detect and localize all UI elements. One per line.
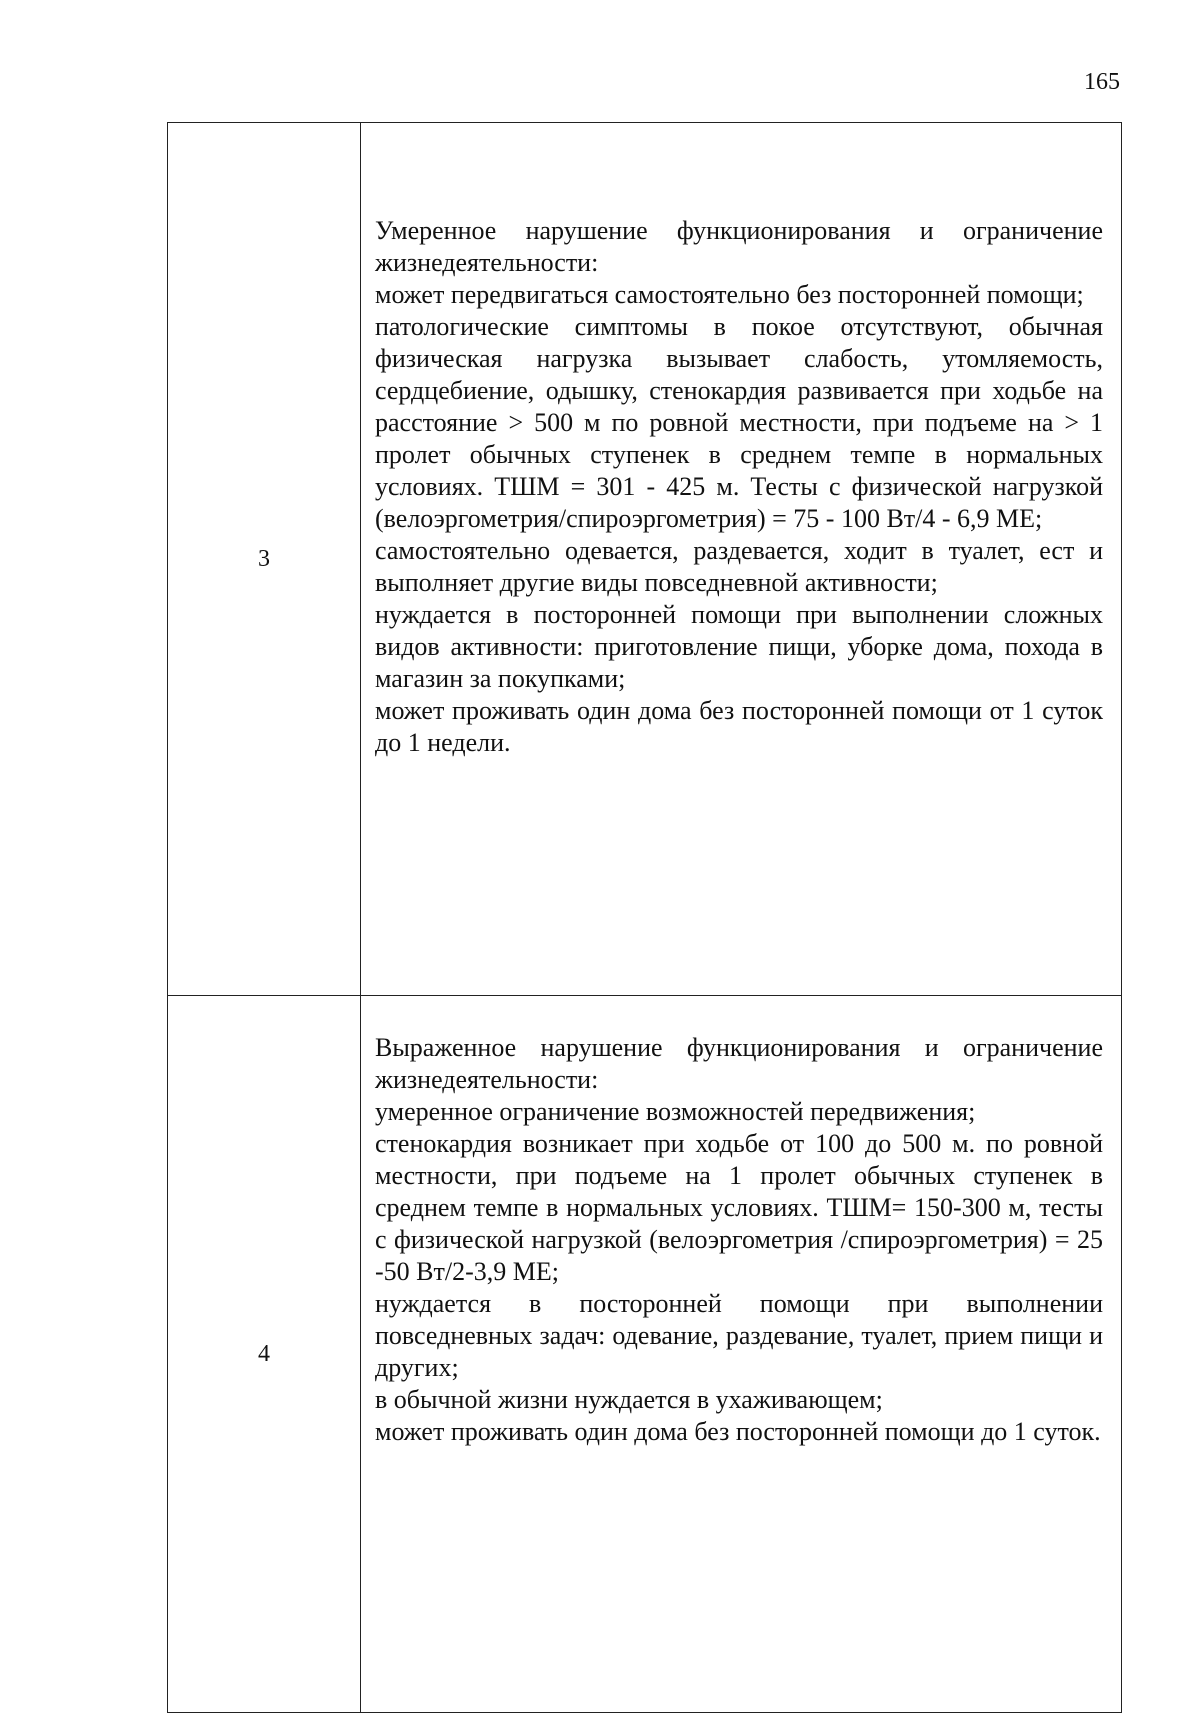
description-paragraph: может проживать один дома без посторонней помощи до 1 суток. [375,1417,1101,1446]
description-paragraph: стенокардия возникает при ходьбе от 100 до 500 м. по ровной местности, при подъеме на 1 пролет обычных ступенек в среднем темпе в нормальных условиях. ТШМ= 150-300 м, тесты с физической нагрузкой (велоэргометрия /спироэргометрия) = 25 -50 Вт/2-3,9 МЕ; [375,1129,1103,1286]
severity-table [167,122,1122,1713]
description-paragraph: может передвигаться самостоятельно без посторонней помощи; [375,280,1084,309]
description-heading: Выраженное нарушение функционирования и ограничение жизнедеятельности: [375,1033,1103,1094]
description-cell [361,996,1122,1713]
description-paragraph: патологические симптомы в покое отсутствуют, обычная физическая нагрузка вызывает слабость, утомляемость, сердцебиение, одышку, стенокардия развивается при ходьбе на расстояние > 500 м по ровной местности, при подъеме на > 1 пролет обычных ступенек в среднем темпе в нормальных условиях. ТШМ = 301 - 425 м. Тесты с физической нагрузкой (велоэргометрия/спироэргометрия) = 75 - 100 Вт/4 - 6,9 МЕ; [375,312,1103,533]
description-paragraph: может проживать один дома без посторонней помощи от 1 суток до 1 недели. [375,696,1103,757]
description-paragraph: самостоятельно одевается, раздевается, ходит в туалет, ест и выполняет другие виды повседневной активности; [375,536,1103,597]
table-row [168,123,1122,996]
table-row [168,996,1122,1713]
degree-number-cell: 3 [168,123,361,996]
description-paragraph: нуждается в посторонней помощи при выполнении повседневных задач: одевание, раздевание, туалет, прием пищи и других; [375,1289,1103,1382]
description-cell [361,123,1122,996]
description-heading: Умеренное нарушение функционирования и ограничение жизнедеятельности: [375,216,1103,277]
description-paragraph: умеренное ограничение возможностей передвижения; [375,1097,976,1126]
description-paragraph: нуждается в посторонней помощи при выполнении сложных видов активности: приготовление пищи, уборке дома, похода в магазин за покупками; [375,600,1103,693]
description-paragraph: в обычной жизни нуждается в ухаживающем; [375,1385,883,1414]
degree-number-cell: 4 [168,996,361,1713]
page-number: 165 [1084,69,1120,95]
